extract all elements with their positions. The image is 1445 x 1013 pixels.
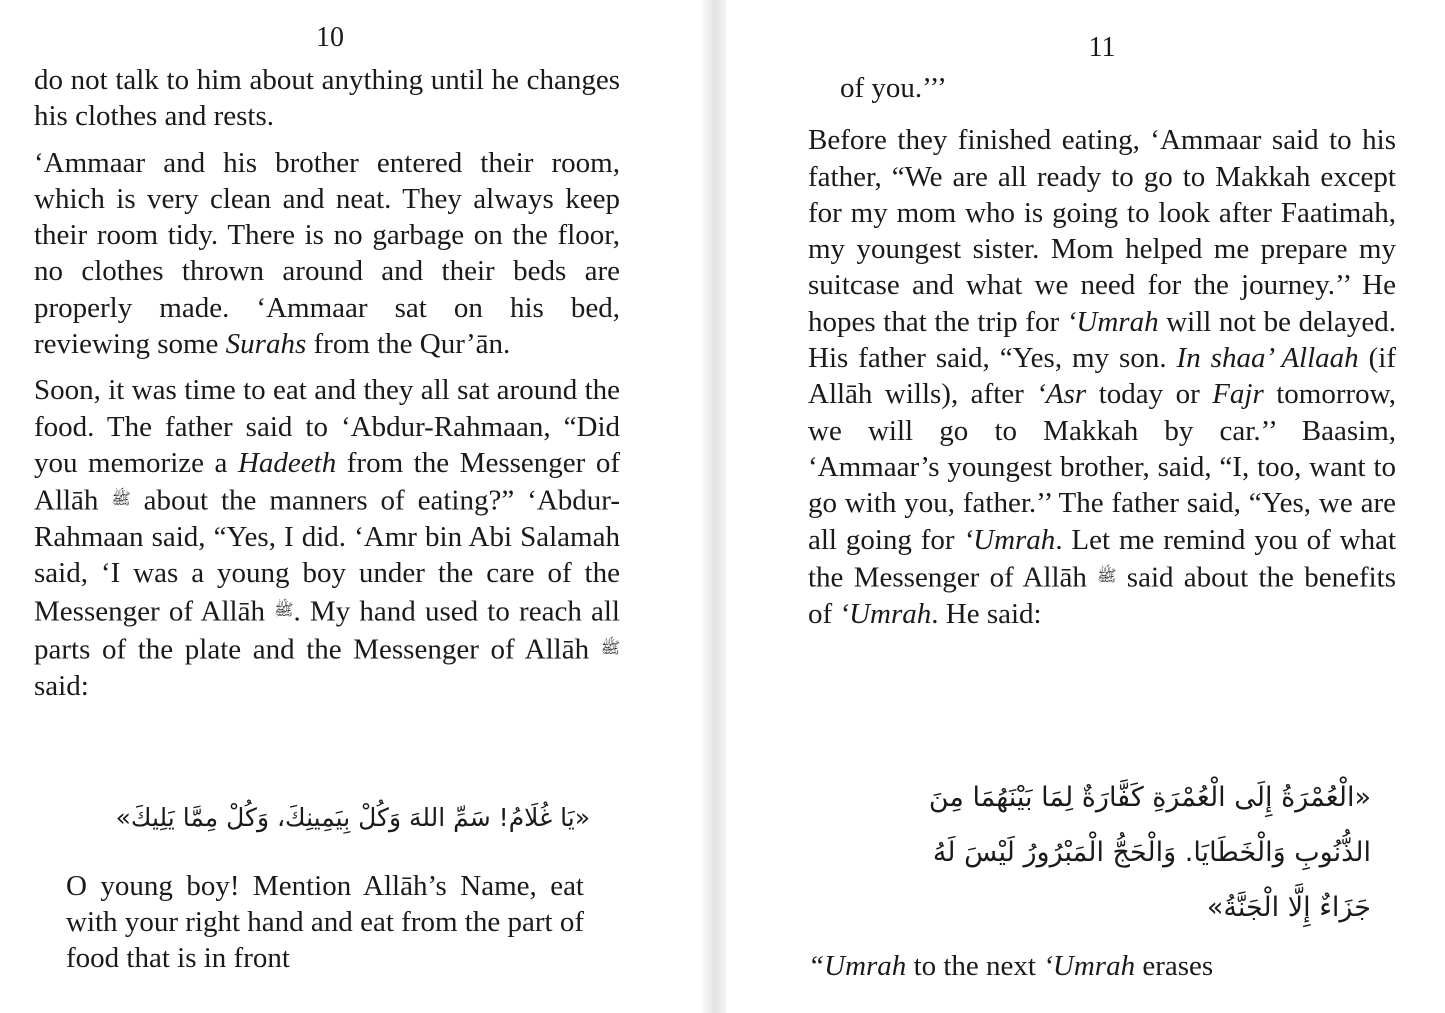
italic-term: Hadeeth	[237, 446, 337, 479]
text-run: today or	[1098, 378, 1200, 411]
text-run: of you.’’’	[840, 72, 947, 104]
italic-term: ‘Umrah	[839, 597, 932, 630]
text-run: said:	[34, 669, 89, 702]
text-run: erases	[1142, 950, 1214, 982]
italic-term: ‘Umrah	[1043, 950, 1136, 982]
left-paragraph-2	[34, 145, 620, 363]
salawat-symbol: ﷺ	[111, 489, 131, 509]
hadith-translation-right	[808, 948, 1356, 984]
arabic-line-3: جَزَاءٌ إِلَّا الْجَنَّةُ»	[1206, 892, 1371, 923]
left-body	[34, 62, 620, 704]
text-run: Soon, it was time to eat and they all sat around the food. The father said to ‘Abdur-Rahmaan, “Did you memorize a	[34, 374, 620, 479]
text-run: said about the benefits of	[808, 561, 1396, 630]
italic-term: ‘Umrah	[1066, 305, 1159, 338]
book-gutter	[700, 0, 726, 1013]
arabic-hadith-right	[826, 770, 1371, 935]
left-page	[0, 0, 700, 1013]
text-run: to the next	[913, 950, 1036, 982]
text-run: . My hand used to reach all parts of the plate and the Messenger of Allāh	[34, 595, 620, 666]
salawat-symbol: ﷺ	[600, 637, 621, 657]
text-run: tomorrow, we will go to Makkah by car.’’ Baasim, ‘Ammaar’s youngest brother, said, “I, too, want to go with you, father.’’ The father said, “Yes, we are all going for	[808, 378, 1396, 556]
text-run: from the Messenger of Allāh	[34, 446, 620, 517]
salawat-symbol: ﷺ	[1097, 565, 1117, 585]
page-number-left: 10	[316, 22, 344, 53]
hadith-translation-left: O young boy! Mention Allāh’s Name, eat with your right hand and eat from the part of food that is in front	[66, 870, 584, 974]
italic-term: Surahs	[225, 328, 307, 361]
right-opening	[808, 70, 1396, 106]
text-run: ‘Ammaar and his brother entered their room, which is very clean and neat. They always keep their room tidy. There is no garbage on the floor, no clothes thrown around and their beds are properly made. ‘Ammaar sat on his bed, reviewing some	[34, 146, 620, 361]
right-page	[726, 0, 1445, 1013]
salawat-symbol: ﷺ	[274, 599, 294, 619]
text-run: about the manners of eating?” ‘Abdur-Rahmaan said, “Yes, I did. ‘Amr bin Abi Salamah said, ‘I was a young boy under the care of the Messenger of Allāh	[34, 484, 620, 628]
italic-term: “Umrah	[808, 950, 907, 982]
text-run: do not talk to him about anything until he changes his clothes and rests.	[34, 64, 620, 133]
text-run: . He said:	[931, 597, 1042, 630]
italic-term: ‘Umrah	[963, 523, 1056, 556]
arabic-hadith-left: «يَا غُلَامُ! سَمِّ اللهَ وَكُلْ بِيَمِينِكَ، وَكُلْ مِمَّا يَلِيكَ»	[115, 803, 590, 832]
text-run: from the Qur’ān.	[313, 328, 511, 361]
text-run: will not be delayed. His father said, “Yes, my son.	[808, 305, 1397, 375]
arabic-line-2: الذُّنُوبِ وَالْخَطَايَا. وَالْحَجُّ الْمَبْرُورُ لَيْسَ لَهُ	[932, 837, 1371, 868]
italic-term: In shaa’ Allaah	[1176, 342, 1359, 375]
right-paragraph-1	[808, 122, 1396, 632]
italic-term: Fajr	[1212, 378, 1264, 411]
text-run: . Let me remind you of what the Messenger of Allāh	[808, 523, 1397, 594]
arabic-line-1: «الْعُمْرَةُ إِلَى الْعُمْرَةِ كَفَّارَةٌ لِمَا بَيْنَهُمَا مِنَ	[928, 782, 1371, 813]
left-paragraph-3	[34, 372, 620, 703]
italic-term: ‘Asr	[1036, 378, 1087, 411]
text-run: (if Allāh wills), after	[808, 342, 1397, 411]
page-number-right: 11	[1088, 32, 1116, 63]
left-paragraph-1	[34, 62, 620, 135]
right-body	[808, 70, 1396, 632]
text-run: Before they finished eating, ‘Ammaar said to his father, “We are all ready to go to Makkah except for my mom who is going to look after Faatimah, my youngest sister. Mom helped me prepare my suitcase and what we need for the journey.’’ He hopes that the trip for	[808, 124, 1396, 338]
